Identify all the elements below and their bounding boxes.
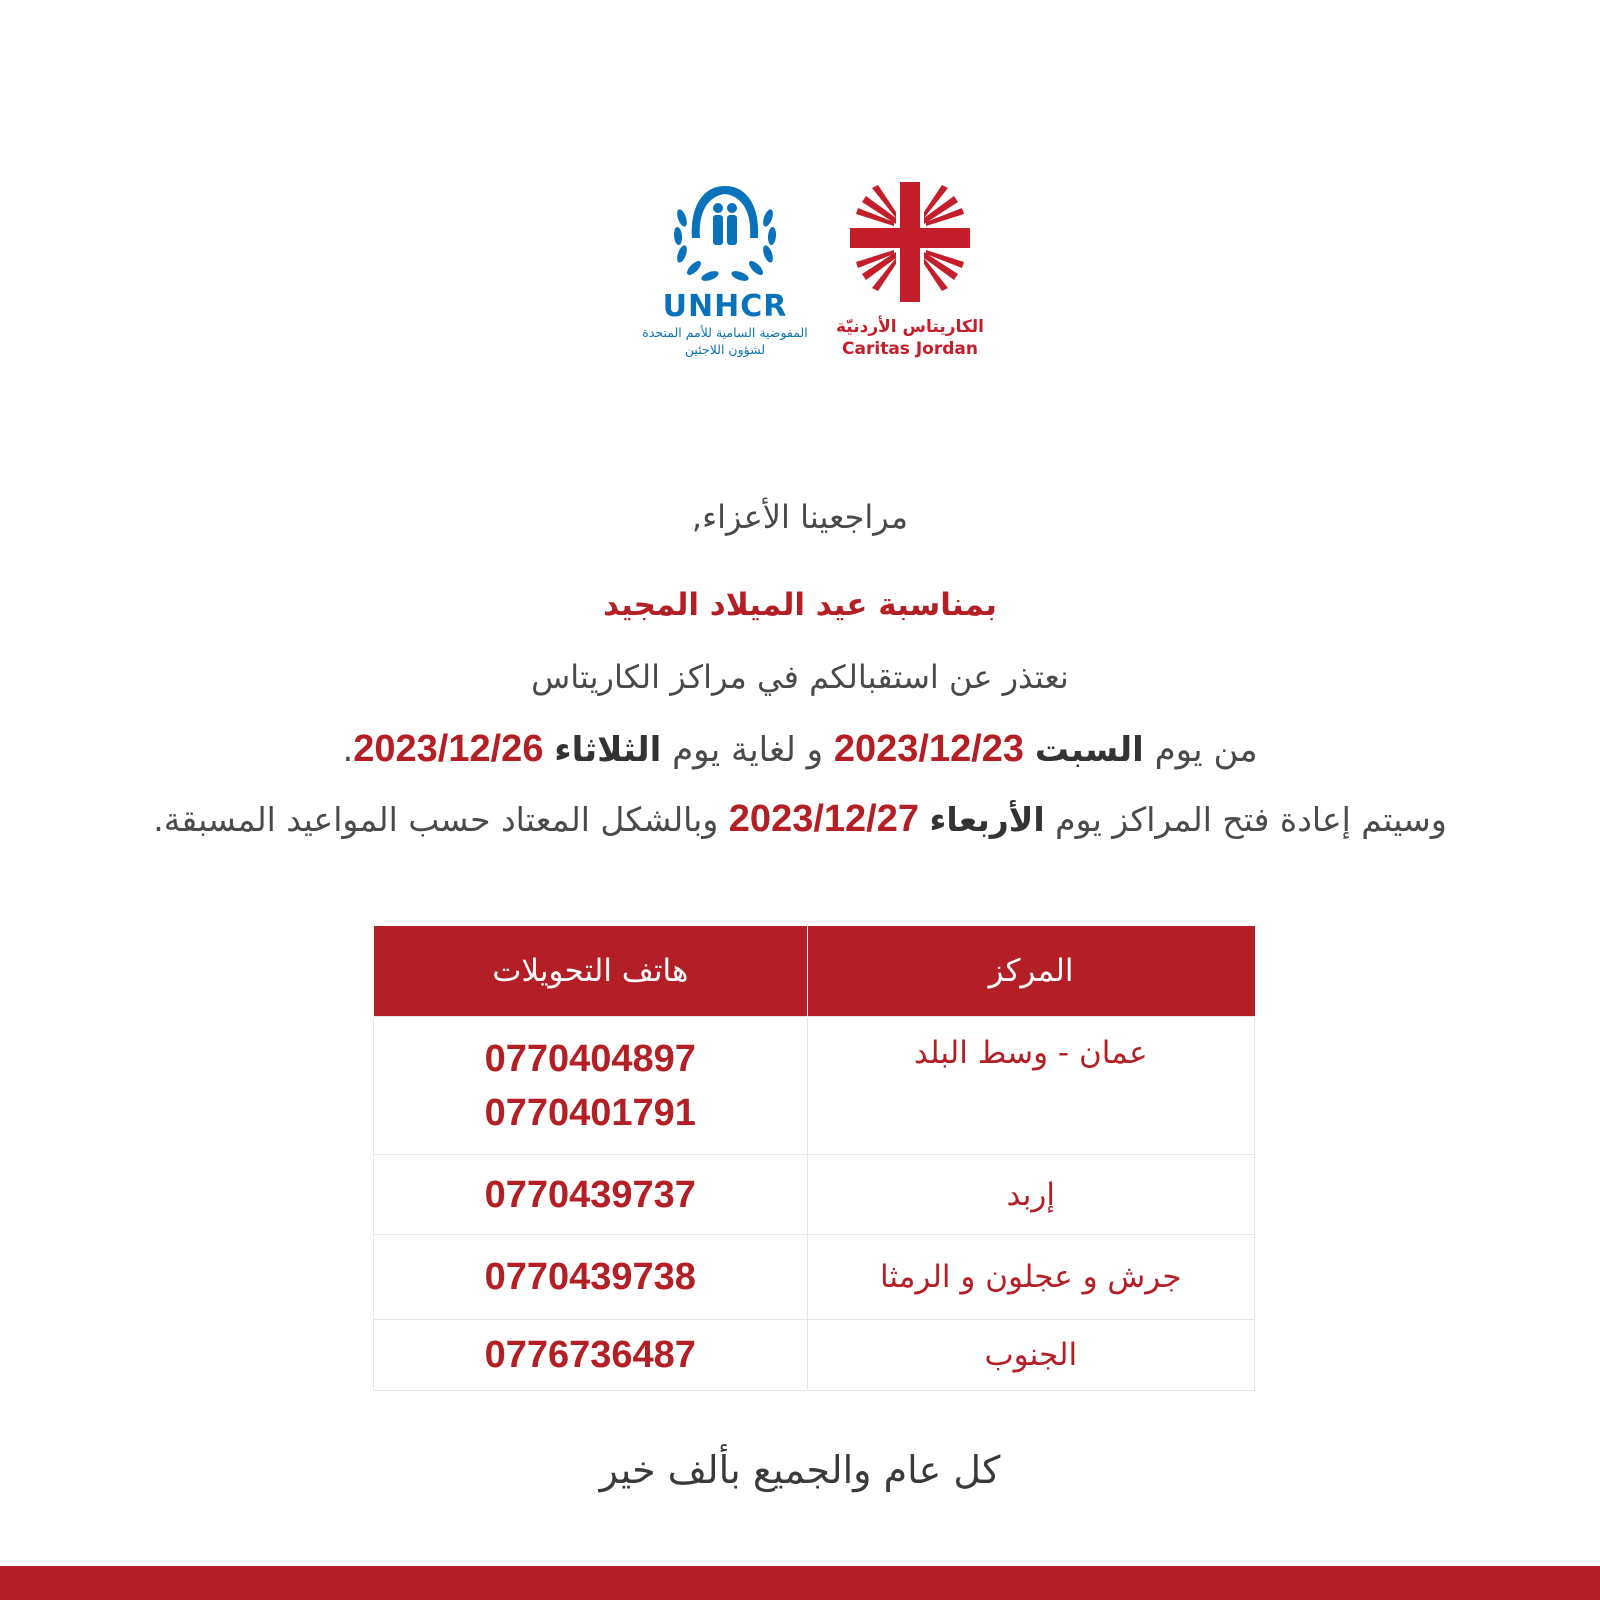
header-phone: هاتف التحويلات [374,926,808,1017]
caritas-english-name: Caritas Jordan [842,339,978,359]
phone-cell [374,1017,808,1155]
apology-text: نعتذر عن استقبالكم في مراكز الكاريتاس [531,658,1069,696]
footer-bar [0,1566,1600,1600]
closure-prefix: من يوم [1154,730,1258,770]
header-center: المركز [807,926,1255,1017]
closure-end-day: الثلاثاء [554,730,662,770]
reopen-suffix: وبالشكل المعتاد حسب المواعيد المسبقة. [153,800,719,839]
caritas-cross-icon [848,182,972,302]
closure-start-date: 2023/12/23 [833,728,1025,770]
caritas-arabic-name: الكاريتاس الأردنيّة [836,317,984,337]
unhcr-logo [620,178,830,358]
unhcr-arabic-line-2: لشؤون اللاجئين [684,342,766,357]
reopen-day: الأربعاء [929,800,1045,839]
table-row [374,1320,1255,1391]
closing-greeting: كل عام والجميع بألف خير [599,1448,1001,1492]
unhcr-wordmark: UNHCR [662,289,788,324]
closure-middle: و لغاية يوم [672,730,824,770]
closure-start-day: السبت [1034,730,1144,770]
logos-header [600,178,1020,378]
occasion-heading: بمناسبة عيد الميلاد المجيد [603,587,997,623]
closure-suffix: . [342,730,354,770]
phone-number: 0770439738 [484,1256,696,1298]
greeting-text: مراجعينا الأعزاء, [691,498,909,536]
closure-dates-line [0,728,1600,771]
phone-number: 0776736487 [484,1334,696,1376]
caritas-logo [835,182,985,360]
centers-table [373,926,1255,1391]
phone-cell [374,1320,808,1391]
unhcr-emblem-icon [660,178,790,288]
phone-cell [374,1155,808,1235]
table-row [374,1235,1255,1320]
phone-number: 0770401791 [484,1091,696,1134]
center-name: إربد [807,1155,1255,1235]
table-row [374,1155,1255,1235]
reopen-date: 2023/12/27 [728,798,919,840]
unhcr-arabic-line-1: المفوضية السامية للأمم المتحدة [642,325,808,340]
table-row [374,1017,1255,1155]
phone-number: 0770439737 [484,1173,696,1216]
center-name: الجنوب [807,1320,1255,1391]
phone-number: 0770404897 [484,1037,696,1080]
table-header-row [374,926,1255,1017]
closure-end-date: 2023/12/26 [353,728,544,770]
reopen-prefix: وسيتم إعادة فتح المراكز يوم [1055,800,1447,839]
center-name: عمان - وسط البلد [807,1017,1255,1155]
phone-cell [374,1235,808,1320]
reopen-line [0,798,1600,841]
center-name: جرش و عجلون و الرمثا [807,1235,1255,1320]
